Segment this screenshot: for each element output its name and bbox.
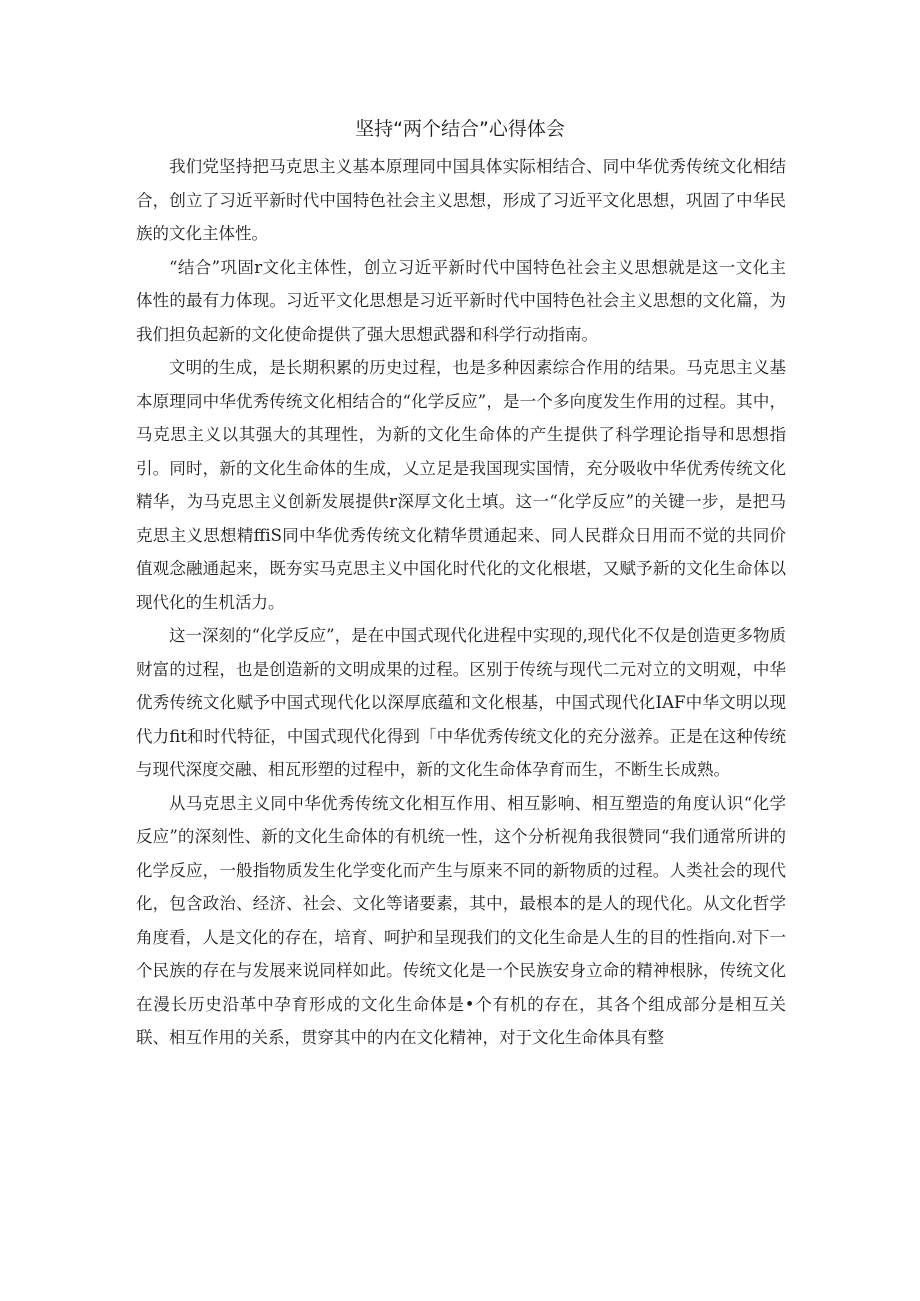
paragraph: 我们党坚持把马克思主义基本原理同中国具体实际相结合、同中华优秀传统文化相结合，创立了习近平新时代中国特色社会主义思想，形成了习近平文化思想，巩固了中华民族的文化主体性。 [136,157,786,243]
paragraph: “结合”巩固r文化主体性，创立习近平新时代中国特色社会主义思想就是这一文化主体性的最有力体现。习近平文化思想是习近平新时代中国特色社会主义思想的文化篇，为我们担负起新的文化使命提供了强大思想武器和科学行动指南。 [136,257,786,344]
paragraph: 文明的生成，是长期积累的历史过程，也是多种因素综合作用的结果。马克思主义基本原理同中华优秀传统文化相结合的“化学反应”，是一个多向度发生作用的过程。其中，马克思主义以其强大的其理性，为新的文化生命体的产生提供了科学理论指导和思想指引。同时，新的文化生命体的生成，乂立足是我国现实国情，充分吸收中华优秀传统文化精华，为马克思主义创新发展提供r深厚文化土填。这一“化学反应”的关键一步，是把马克思主义思想精ffiS同中华优秀传统文化精华贯通起来、同人民群众日用而不觉的共同价值观念融通起来，既夯实马克思主义中国化时代化的文化根堪，又赋予新的文化生命体以现代化的生机活力。 [136,358,786,612]
paragraph: 从马克思主义同中华优秀传统文化相互作用、相互影响、相互塑造的角度认识“化学反应”的深刻性、新的文化生命体的有机统一性，这个分析视角我很赞同“我们通常所讲的化学反应，一般指物质发生化学变化而产生与原来不同的新物质的过程。人类社会的现代化，包含政治、经济、社会、文化等诸要素，其中，最根本的是人的现代化。从文化哲学角度看，人是文化的存在，培育、呵护和呈现我们的文化生命是人生的目的性指向.对下一个民族的存在与发展来说同样如此。传统文化是一个民族安身立命的精神根脉，传统文化在漫长历史沿革中孕育形成的文化生命体是•个有机的存在，其各个组成部分是相互关联、相互作用的关系，贯穿其中的内在文化精神，对于文化生命体具有整 [136,793,786,1047]
paragraph: 这一深刻的“化学反应”，是在中国式现代化进程中实现的,现代化不仅是创造更多物质财富的过程，也是创造新的文明成果的过程。区别于传统与现代二元对立的文明观，中华优秀传统文化赋予中国式现代化以深厚底蕴和文化根基，中国式现代化IAF中华文明以现代力fit和时代特征，中国式现代化得到「中华优秀传统文化的充分滋养。正是在这种传统与现代深度交融、相瓦形塑的过程中，新的文化生命体孕育而生，不断生长成熟。 [136,626,786,779]
document-title: 坚持“两个结合”心得体会 [355,118,565,140]
document-body [136,150,786,1055]
